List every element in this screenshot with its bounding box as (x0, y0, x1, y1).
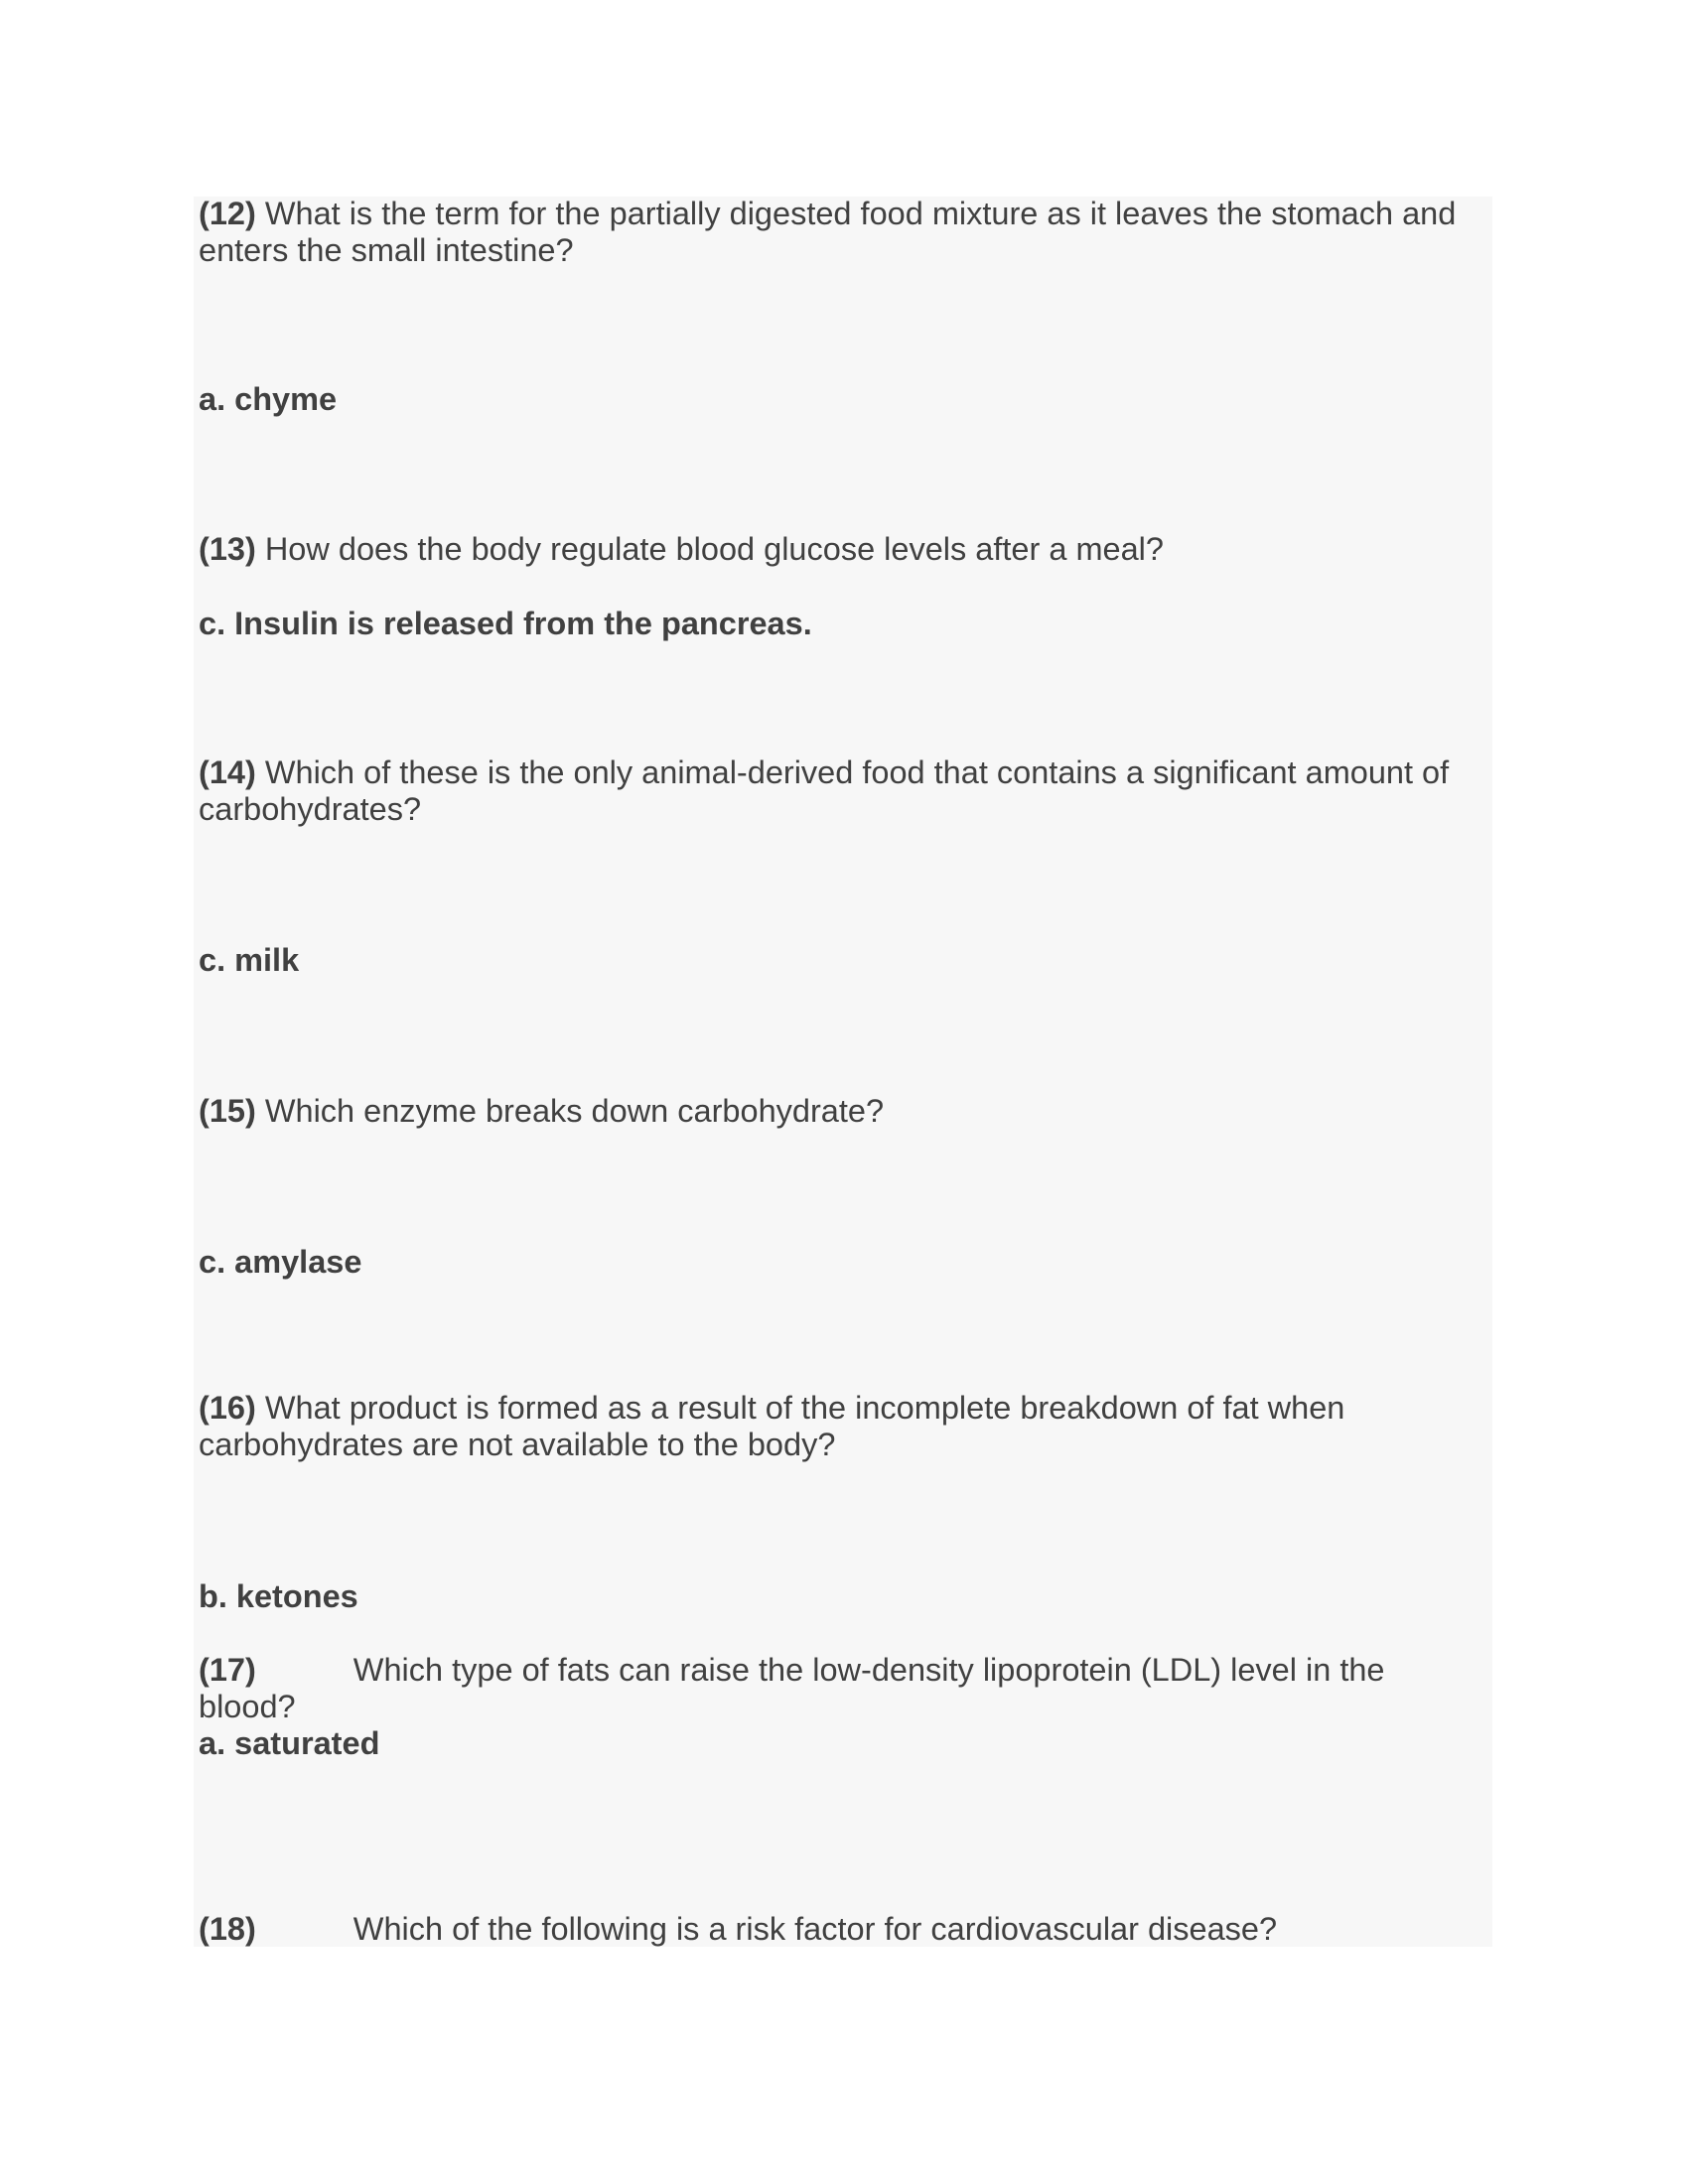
answer-14: c. milk (199, 942, 300, 978)
question-text: Which of these is the only animal-derived food that contains a significant amount of carbohydrates? (199, 754, 1450, 827)
question-number: (14) (199, 754, 256, 790)
question-13 (199, 531, 1479, 568)
answer-16: b. ketones (199, 1578, 358, 1614)
question-number: (12) (199, 196, 256, 231)
question-17 (199, 1652, 1479, 1725)
question-number: (18) (199, 1911, 256, 1947)
question-number: (15) (199, 1093, 256, 1129)
answer-12: a. chyme (199, 381, 338, 417)
question-text: Which type of fats can raise the low-density lipoprotein (LDL) level in the blood? (199, 1652, 1385, 1724)
answer-15: c. amylase (199, 1244, 362, 1280)
question-text: How does the body regulate blood glucose levels after a meal? (264, 531, 1164, 567)
question-number: (16) (199, 1390, 256, 1426)
question-text: What is the term for the partially digested food mixture as it leaves the stomach and enters the small intestine? (199, 196, 1457, 268)
question-text: Which enzyme breaks down carbohydrate? (264, 1093, 885, 1129)
question-12 (199, 196, 1479, 269)
question-number: (17) (199, 1652, 256, 1688)
question-text: What product is formed as a result of the incomplete breakdown of fat when carbohydrates are not available to the body? (199, 1390, 1345, 1462)
answer-17: a. saturated (199, 1725, 380, 1761)
question-text: Which of the following is a risk factor for cardiovascular disease? (352, 1911, 1278, 1947)
question-16 (199, 1390, 1479, 1463)
question-18 (199, 1911, 1479, 1948)
answer-13: c. Insulin is released from the pancreas. (199, 606, 812, 641)
question-number: (13) (199, 531, 256, 567)
question-14 (199, 754, 1479, 828)
question-15 (199, 1093, 1479, 1130)
